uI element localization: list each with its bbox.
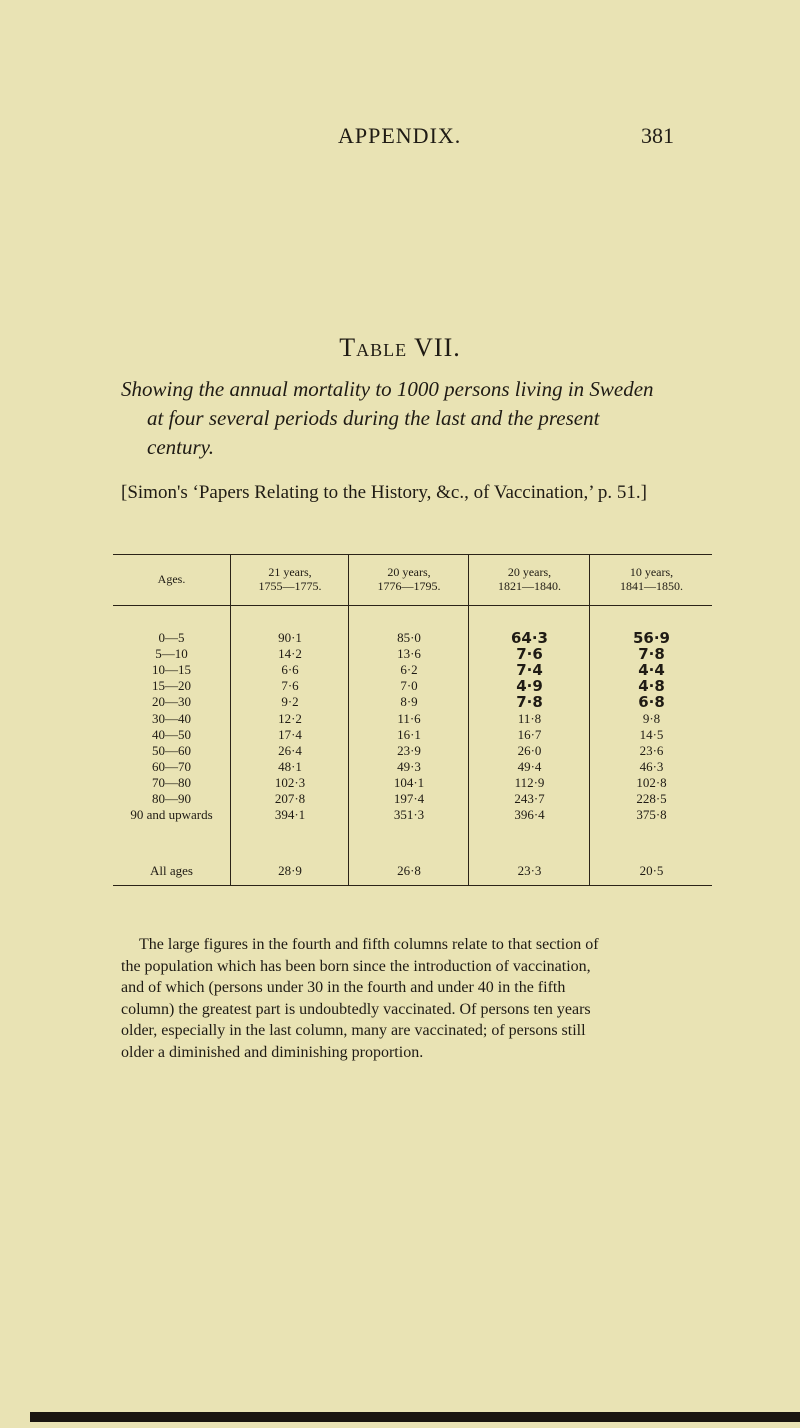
mortality-value-cell: 17·4 <box>278 726 302 742</box>
mortality-value-cell: 6·2 <box>400 662 418 678</box>
mortality-value-cell: 7·8 <box>638 645 665 664</box>
caption-line: century. <box>147 435 215 459</box>
mortality-value-cell: 7·6 <box>516 645 543 664</box>
age-range-cell: 50—60 <box>152 742 191 758</box>
mortality-value-cell: 64·3 <box>510 629 548 647</box>
mortality-value-cell: 49·4 <box>517 758 542 774</box>
paragraph-line: and of which (persons under 30 in the fourth and under 40 in the fifth <box>121 979 566 996</box>
caption-line: Showing the annual mortality to 1000 persons living in Sweden <box>121 377 654 401</box>
mortality-value-cell: 104·1 <box>393 774 425 790</box>
age-range-cell: 80—90 <box>152 791 191 806</box>
mortality-value-cell: 16·1 <box>397 726 421 742</box>
column-header <box>469 565 590 593</box>
total-value-cell: 26·8 <box>397 863 421 878</box>
mortality-value-cell: 351·3 <box>393 807 425 823</box>
mortality-value-cell: 90·1 <box>278 630 302 645</box>
mortality-value-cell: 56·9 <box>632 629 670 647</box>
mortality-value-cell: 26·0 <box>517 742 542 758</box>
mortality-value-cell: 7·0 <box>400 678 418 694</box>
age-range-cell: 20—30 <box>152 694 191 710</box>
mortality-value-cell: 16·7 <box>517 726 542 742</box>
paragraph-line: older, especially in the last column, many are vaccinated; of persons still <box>121 1022 586 1039</box>
age-range-cell: 60—70 <box>152 758 191 774</box>
mortality-value-cell: 102·8 <box>636 774 667 790</box>
mortality-value-cell: 6·6 <box>281 662 299 678</box>
mortality-value-cell: 14·2 <box>278 646 302 662</box>
mortality-value-cell: 197·4 <box>393 791 425 806</box>
column-header <box>349 565 469 593</box>
mortality-value-cell: 11·8 <box>517 710 542 726</box>
age-range-cell: 5—10 <box>155 646 188 662</box>
mortality-value-cell: 228·5 <box>636 791 667 806</box>
mortality-value-cell: 46·3 <box>639 758 664 774</box>
mortality-value-cell: 396·4 <box>514 807 545 823</box>
age-range-cell: 30—40 <box>152 710 191 726</box>
mortality-value-cell: 14·5 <box>639 726 664 742</box>
mortality-value-cell: 102·3 <box>274 774 306 790</box>
mortality-value-cell: 7·6 <box>281 678 299 694</box>
total-value-cell: 28·9 <box>278 863 302 878</box>
table-title: Table VII. <box>339 333 461 362</box>
age-range-cell: 70—80 <box>152 774 191 790</box>
mortality-value-cell: 23·9 <box>397 742 421 758</box>
column-header-line: 1776—1795. <box>377 579 441 593</box>
total-label-cell: All ages <box>150 863 193 878</box>
running-title: APPENDIX. <box>338 123 462 148</box>
paragraph-line: older a diminished and diminishing proportion. <box>121 1043 424 1061</box>
age-range-cell: 0—5 <box>158 630 185 645</box>
column-header-line: 20 years, <box>507 565 552 579</box>
mortality-value-cell: 9·8 <box>642 710 661 726</box>
mortality-value-cell: 375·8 <box>636 807 667 823</box>
caption-line: at four several periods during the last and the present <box>147 406 600 430</box>
column-header-line: 20 years, <box>387 565 431 579</box>
mortality-value-cell: 11·6 <box>397 710 421 726</box>
column-header-line: Ages. <box>157 572 186 586</box>
mortality-value-cell: 6·8 <box>638 693 665 712</box>
column-header <box>113 572 230 586</box>
mortality-value-cell: 112·9 <box>514 774 545 790</box>
mortality-value-cell: 243·7 <box>514 791 545 806</box>
column-header <box>590 565 713 593</box>
mortality-value-cell: 13·6 <box>397 646 421 662</box>
mortality-value-cell: 394·1 <box>274 807 306 823</box>
mortality-value-cell: 85·0 <box>397 630 421 645</box>
table-caption <box>121 375 761 462</box>
mortality-value-cell: 7·8 <box>516 693 543 712</box>
page-edge-shadow <box>30 1412 800 1422</box>
page-number: 381 <box>641 123 674 148</box>
mortality-value-cell: 26·4 <box>278 742 302 758</box>
column-header <box>231 565 349 593</box>
mortality-value-cell: 8·9 <box>400 694 418 710</box>
column-header-line: 1755—1775. <box>258 579 322 593</box>
column-header-line: 1821—1840. <box>498 579 561 593</box>
total-value-cell: 23·3 <box>517 863 542 878</box>
mortality-value-cell: 7·4 <box>516 661 543 680</box>
paragraph-line: the population which has been born since the introduction of vaccination, <box>121 957 591 975</box>
mortality-value-cell: 4·8 <box>638 677 665 696</box>
body-paragraph <box>121 934 761 1063</box>
mortality-value-cell: 207·8 <box>274 791 306 806</box>
age-range-cell: 40—50 <box>152 726 191 742</box>
mortality-value-cell: 23·6 <box>639 742 664 758</box>
age-range-cell: 15—20 <box>152 678 191 694</box>
column-header-line: 21 years, <box>268 565 312 579</box>
mortality-table <box>113 554 712 886</box>
paragraph-line: column) the greatest part is undoubtedly vaccinated. Of persons ten years <box>121 1000 591 1018</box>
mortality-value-cell: 49·3 <box>397 758 421 774</box>
column-header-line: 1841—1850. <box>620 579 683 593</box>
mortality-value-cell: 9·2 <box>281 694 299 710</box>
mortality-value-cell: 4·4 <box>638 661 665 680</box>
age-range-cell: 90 and upwards <box>130 807 213 823</box>
page-header <box>0 123 800 153</box>
total-value-cell: 20·5 <box>639 863 664 878</box>
mortality-value-cell: 12·2 <box>278 710 302 726</box>
header-rule <box>113 605 712 606</box>
mortality-value-cell: 48·1 <box>278 758 302 774</box>
column-header-line: 10 years, <box>629 565 674 579</box>
age-range-cell: 10—15 <box>152 662 191 678</box>
paragraph-line: The large figures in the fourth and fifth columns relate to that section of <box>139 936 599 953</box>
mortality-value-cell: 4·9 <box>516 677 543 696</box>
source-note: [Simon's ‘Papers Relating to the History, &c., of Vaccination,’ p. 51.] <box>121 482 648 503</box>
